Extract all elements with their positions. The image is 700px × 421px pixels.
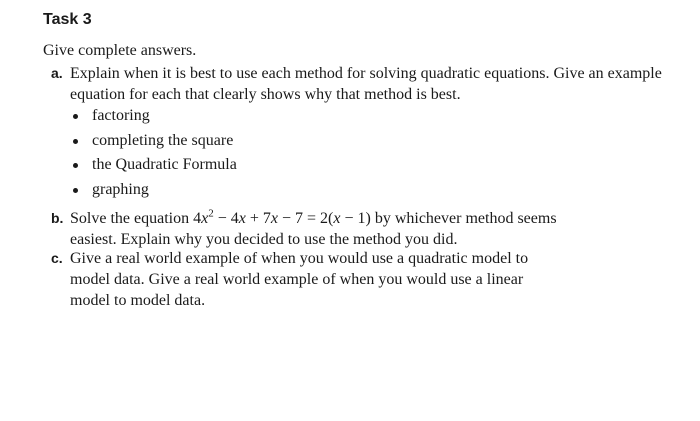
method-item-graphing: graphing: [73, 178, 237, 203]
task-title: Task 3: [43, 11, 92, 28]
method-item-factoring: factoring: [73, 104, 237, 129]
question-a-line-2: equation for each that clearly shows why that method is best.: [70, 86, 461, 103]
bullet-icon: [73, 163, 78, 168]
question-a-line-1: Explain when it is best to use each method for solving quadratic equations. Give an example: [70, 65, 662, 82]
question-c-line-2: model data. Give a real world example of when you would use a linear: [70, 271, 524, 288]
method-list: [73, 104, 237, 202]
method-item-completing-square: completing the square: [73, 129, 237, 154]
equation: $4x^2 - 4x + 7x - 7 = 2(x - 1)$: [193, 207, 371, 227]
question-c-line-1: Give a real world example of when you would use a quadratic model to: [70, 250, 529, 267]
question-a-marker: a.: [51, 65, 63, 81]
bullet-icon: [73, 139, 78, 144]
question-b-marker: b.: [51, 210, 64, 226]
question-b-line-2: easiest. Explain why you decided to use the method you did.: [70, 231, 458, 248]
question-a: [51, 63, 691, 105]
question-c-marker: c.: [51, 250, 63, 266]
question-c: [51, 248, 691, 311]
bullet-icon: [73, 188, 78, 193]
question-b-line-1: Solve the equation $4x^2 - 4x + 7x - 7 = 2(x - 1)$ by whichever method seems: [70, 207, 557, 227]
method-item-quadratic-formula: the Quadratic Formula: [73, 153, 237, 178]
instructions-text: Give complete answers.: [43, 42, 197, 59]
question-b: [51, 208, 691, 250]
question-c-line-3: model to model data.: [70, 292, 206, 309]
bullet-icon: [73, 114, 78, 119]
